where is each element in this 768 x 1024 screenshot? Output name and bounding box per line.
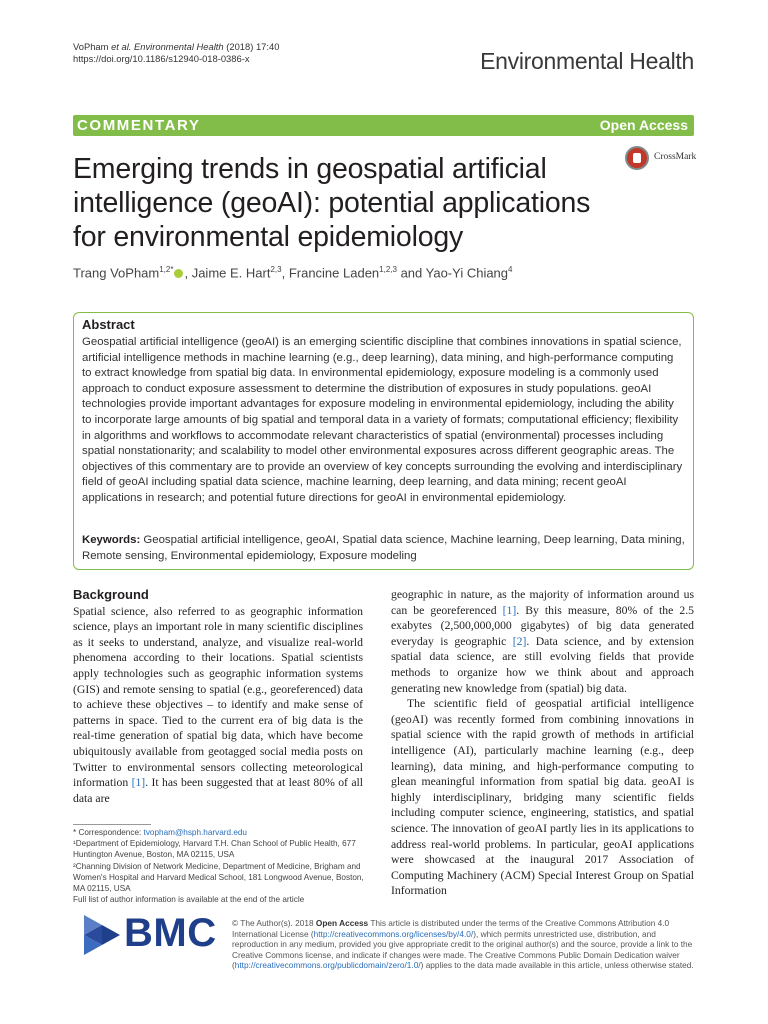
bmc-logo (84, 911, 224, 957)
public-domain-link[interactable]: http://creativecommons.org/publicdomain/zero/1.0/ (234, 960, 421, 971)
author-and: and (396, 265, 426, 281)
author-affiliation: 1,2* (159, 265, 174, 274)
correspondence-label: * Correspondence: (73, 828, 144, 837)
reference-link[interactable]: [1] (502, 603, 517, 617)
section-heading: Background (73, 587, 149, 602)
correspondence (73, 827, 373, 838)
license-body: ) applies to the data made available in this article, unless otherwise stated. (420, 960, 694, 971)
citation-rest: (2018) 17:40 (226, 41, 280, 52)
author-name: Yao-Yi Chiang (425, 265, 509, 281)
paragraph: The scientific field of geospatial artificial intelligence (geoAI) was recently formed from combining innovations in spatial science with the rapid growth of methods in artificial intelligence (AI), particularly machine learning (e.g., deep learning), data mining, and high-performance computing to glean meaningful information from spatial big data. geoAI is highly interdisciplinary, bridging many scientific fields including computer science, engineering, statistics, and spatial science. The innovation of geoAI partly lies in its applications to address real-world problems. In particular, geoAI applications were showcased at the inaugural 2017 Association of Computing Machinery (ACM) Special Interest Group on Spatial Information (391, 697, 694, 898)
article-type-label: COMMENTARY (77, 117, 201, 134)
paragraph-text: . By this measure, 80% of the 2.5 exabytes (2,500,000,000 gigabytes) of big data generated everyday is geographic (391, 603, 694, 648)
author-affiliation: 1,2,3 (379, 265, 397, 274)
paragraph-text: . Data science, and by extension spatial data science, are still evolving fields that provide methods to organize how we think about and approach generating new knowledge from (spatial) big data. (391, 634, 694, 695)
full-list-note: Full list of author information is available at the end of the article (73, 895, 305, 905)
footnotes (73, 827, 373, 905)
paragraph (73, 604, 363, 807)
citation-etal: et al. (111, 41, 132, 52)
author-affiliation: 4 (508, 265, 513, 274)
journal-name: Environmental Health (480, 48, 694, 74)
abstract-heading: Abstract (82, 317, 135, 332)
reference-link[interactable]: [2] (512, 634, 527, 648)
author-name: Jaime E. Hart (191, 265, 271, 281)
license-text (232, 918, 698, 971)
citation-line (73, 40, 279, 54)
citation-journal: Environmental Health (134, 41, 224, 52)
affiliation-2: ²Channing Division of Network Medicine, Department of Medicine, Brigham and Women's Hospital and Harvard Medical School, 181 Longwood Avenue, Boston, MA 02115, USA (73, 861, 364, 894)
author-separator: , (184, 265, 192, 281)
open-access-label: Open Access (599, 117, 688, 133)
orcid-icon[interactable] (174, 269, 183, 278)
bmc-logo-text: BMC (124, 911, 217, 955)
author-name: Francine Laden (288, 265, 380, 281)
keywords-label: Keywords: (82, 534, 141, 546)
abstract-text: Geospatial artificial intelligence (geoAI) is an emerging scientific discipline that combines innovations in spatial science, artificial intelligence methods in machine learning (e.g., deep learning), data mining, and high-performance computing to extract knowledge from spatial big data. In environmental epidemiology, exposure modeling is a commonly used approach to conduct exposure assessment to determine the distribution of exposures in study populations. geoAI technologies provide important advantages for exposure modeling in environmental epidemiology, including the ability to incorporate large amounts of big spatial and temporal data in a variety of formats; computational efficiency; flexibility in algorithms and workflows to accommodate relevant characteristics of spatial (environmental) processes including spatial nonstationarity; and scalability to model other environmental exposures across different geographic areas. The objectives of this commentary are to provide an overview of key concepts surrounding the evolving and interdisciplinary field of geoAI including spatial data science, machine learning, deep learning, and data mining; recent geoAI applications in research; and potential future directions for geoAI in environmental epidemiology. (82, 336, 683, 504)
license-body: ), which permits unrestricted use, distribution, and reproduction in any medium, provided you give appropriate credit to the original author(s) and the source, provide a link to the Creative Commons license, and indicate if changes were made. The Creative Commons Public Domain Dedication waiver ( (232, 928, 693, 971)
bmc-mark-icon (84, 915, 120, 955)
abstract-box (73, 312, 694, 570)
article-type-banner (73, 115, 694, 136)
body-column-left (73, 587, 363, 806)
paragraph-text: Spatial science, also referred to as geographic information science, plays an important role in many scientific disciplines as it seeks to understand, analyze, and visualize real-world phenomena according to their locations. Spatial scientists apply technologies such as geographic information systems (GIS) and remote sensing to spatial (e.g., georeferenced) data to achieve these objectives – to identify and make sense of patterns in space. Tied to the current era of big data is the real-time generation of spatial big data, which have become ubiquitously available from geotagged social media posts on Twitter to environmental sensors collecting meteorological information (73, 604, 363, 790)
paragraph-text: geographic in nature, as the majority of information around us can be georeferenced (391, 588, 694, 617)
correspondence-email[interactable]: tvopham@hsph.harvard.edu (143, 828, 247, 837)
citation-authors: VoPham (73, 41, 109, 52)
license-open-access: Open Access (315, 918, 369, 928)
affiliation-1: ¹Department of Epidemiology, Harvard T.H. Chan School of Public Health, 677 Huntington Avenue, Boston, MA 02115, USA (73, 839, 356, 860)
keywords (82, 533, 686, 564)
license-copyright: © The Author(s). 2018 (232, 918, 316, 928)
author-separator: , (281, 265, 289, 281)
author-list (73, 265, 673, 280)
keywords-text: Geospatial artificial intelligence, geoAI, Spatial data science, Machine learning, Deep learning, Data mining, Remote sensing, Environmental epidemiology, Exposure modeling (82, 534, 685, 562)
article-title: Emerging trends in geospatial artificial intelligence (geoAI): potential applications for environmental epidemiology (73, 153, 591, 253)
author-name: Trang VoPham (73, 265, 160, 281)
author-affiliation: 2,3 (270, 265, 282, 274)
paragraph-text: . It has been suggested that at least 80% of all data are (73, 776, 363, 805)
crossmark-icon (625, 146, 649, 170)
license-link[interactable]: http://creativecommons.org/licenses/by/4.0/ (313, 928, 474, 939)
body-column-right (391, 587, 694, 899)
paragraph (391, 587, 694, 696)
crossmark-label: CrossMark (654, 152, 697, 162)
reference-link[interactable]: [1] (131, 776, 146, 790)
license-body: This article is distributed under the terms of the Creative Commons Attribution 4.0 International License ( (232, 918, 670, 939)
footnote-divider (73, 824, 151, 825)
crossmark-badge[interactable] (625, 146, 715, 172)
doi-link[interactable]: https://doi.org/10.1186/s12940-018-0386-x (73, 53, 250, 64)
